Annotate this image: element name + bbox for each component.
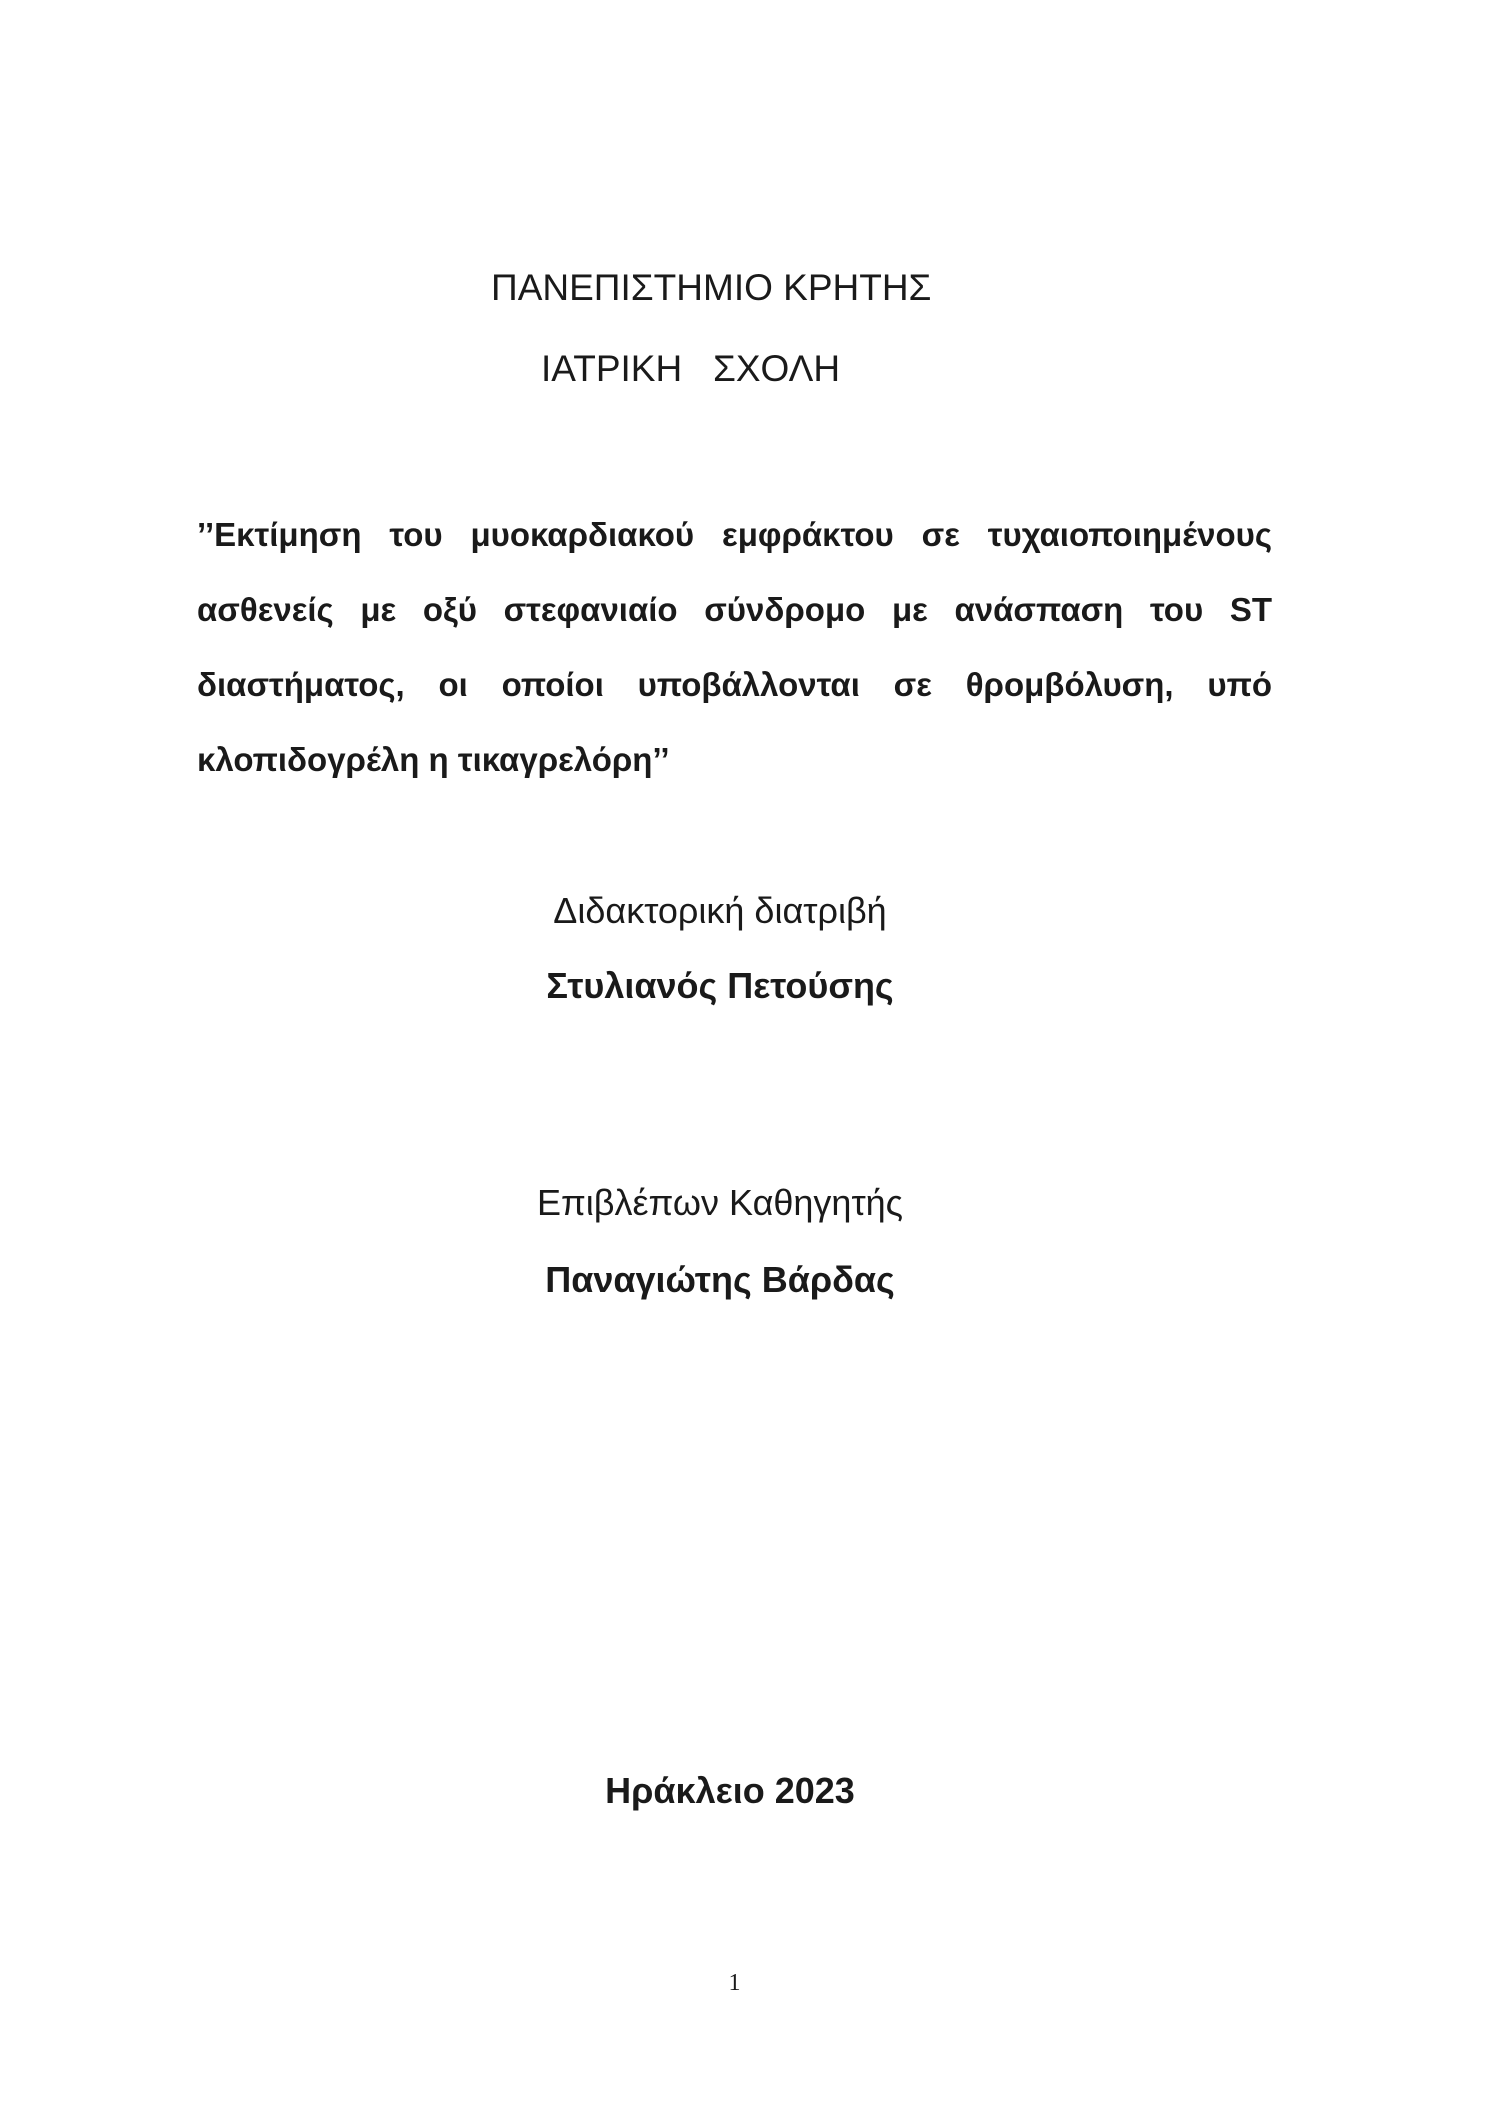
place-and-year: Ηράκλειο 2023 — [605, 1770, 855, 1811]
document-type: Διδακτορική διατριβή — [553, 890, 887, 931]
school-name: ΙΑΤΡΙΚΗ ΣΧΟΛΗ — [541, 348, 841, 389]
thesis-title: ’’Εκτίμηση του μυοκαρδιακού εμφράκτου σε τυχαιοποιημένους ασθενείς με οξύ στεφανιαίο σύνδρομο με ανάσπαση του ST διαστήματος, οι οποίοι υποβάλλονται σε θρομβόλυση, υπό κλοπιδογρέλη η τικαγρελόρη’’ — [197, 516, 1272, 778]
author-name: Στυλιανός Πετούσης — [546, 965, 894, 1006]
page-number: 1 — [728, 1970, 741, 1996]
university-name: ΠΑΝΕΠΙΣΤΗΜΙΟ ΚΡΗΤΗΣ — [491, 267, 932, 308]
supervisor-name: Παναγιώτης Βάρδας — [545, 1259, 895, 1300]
supervisor-label: Επιβλέπων Καθηγητής — [536, 1182, 904, 1223]
